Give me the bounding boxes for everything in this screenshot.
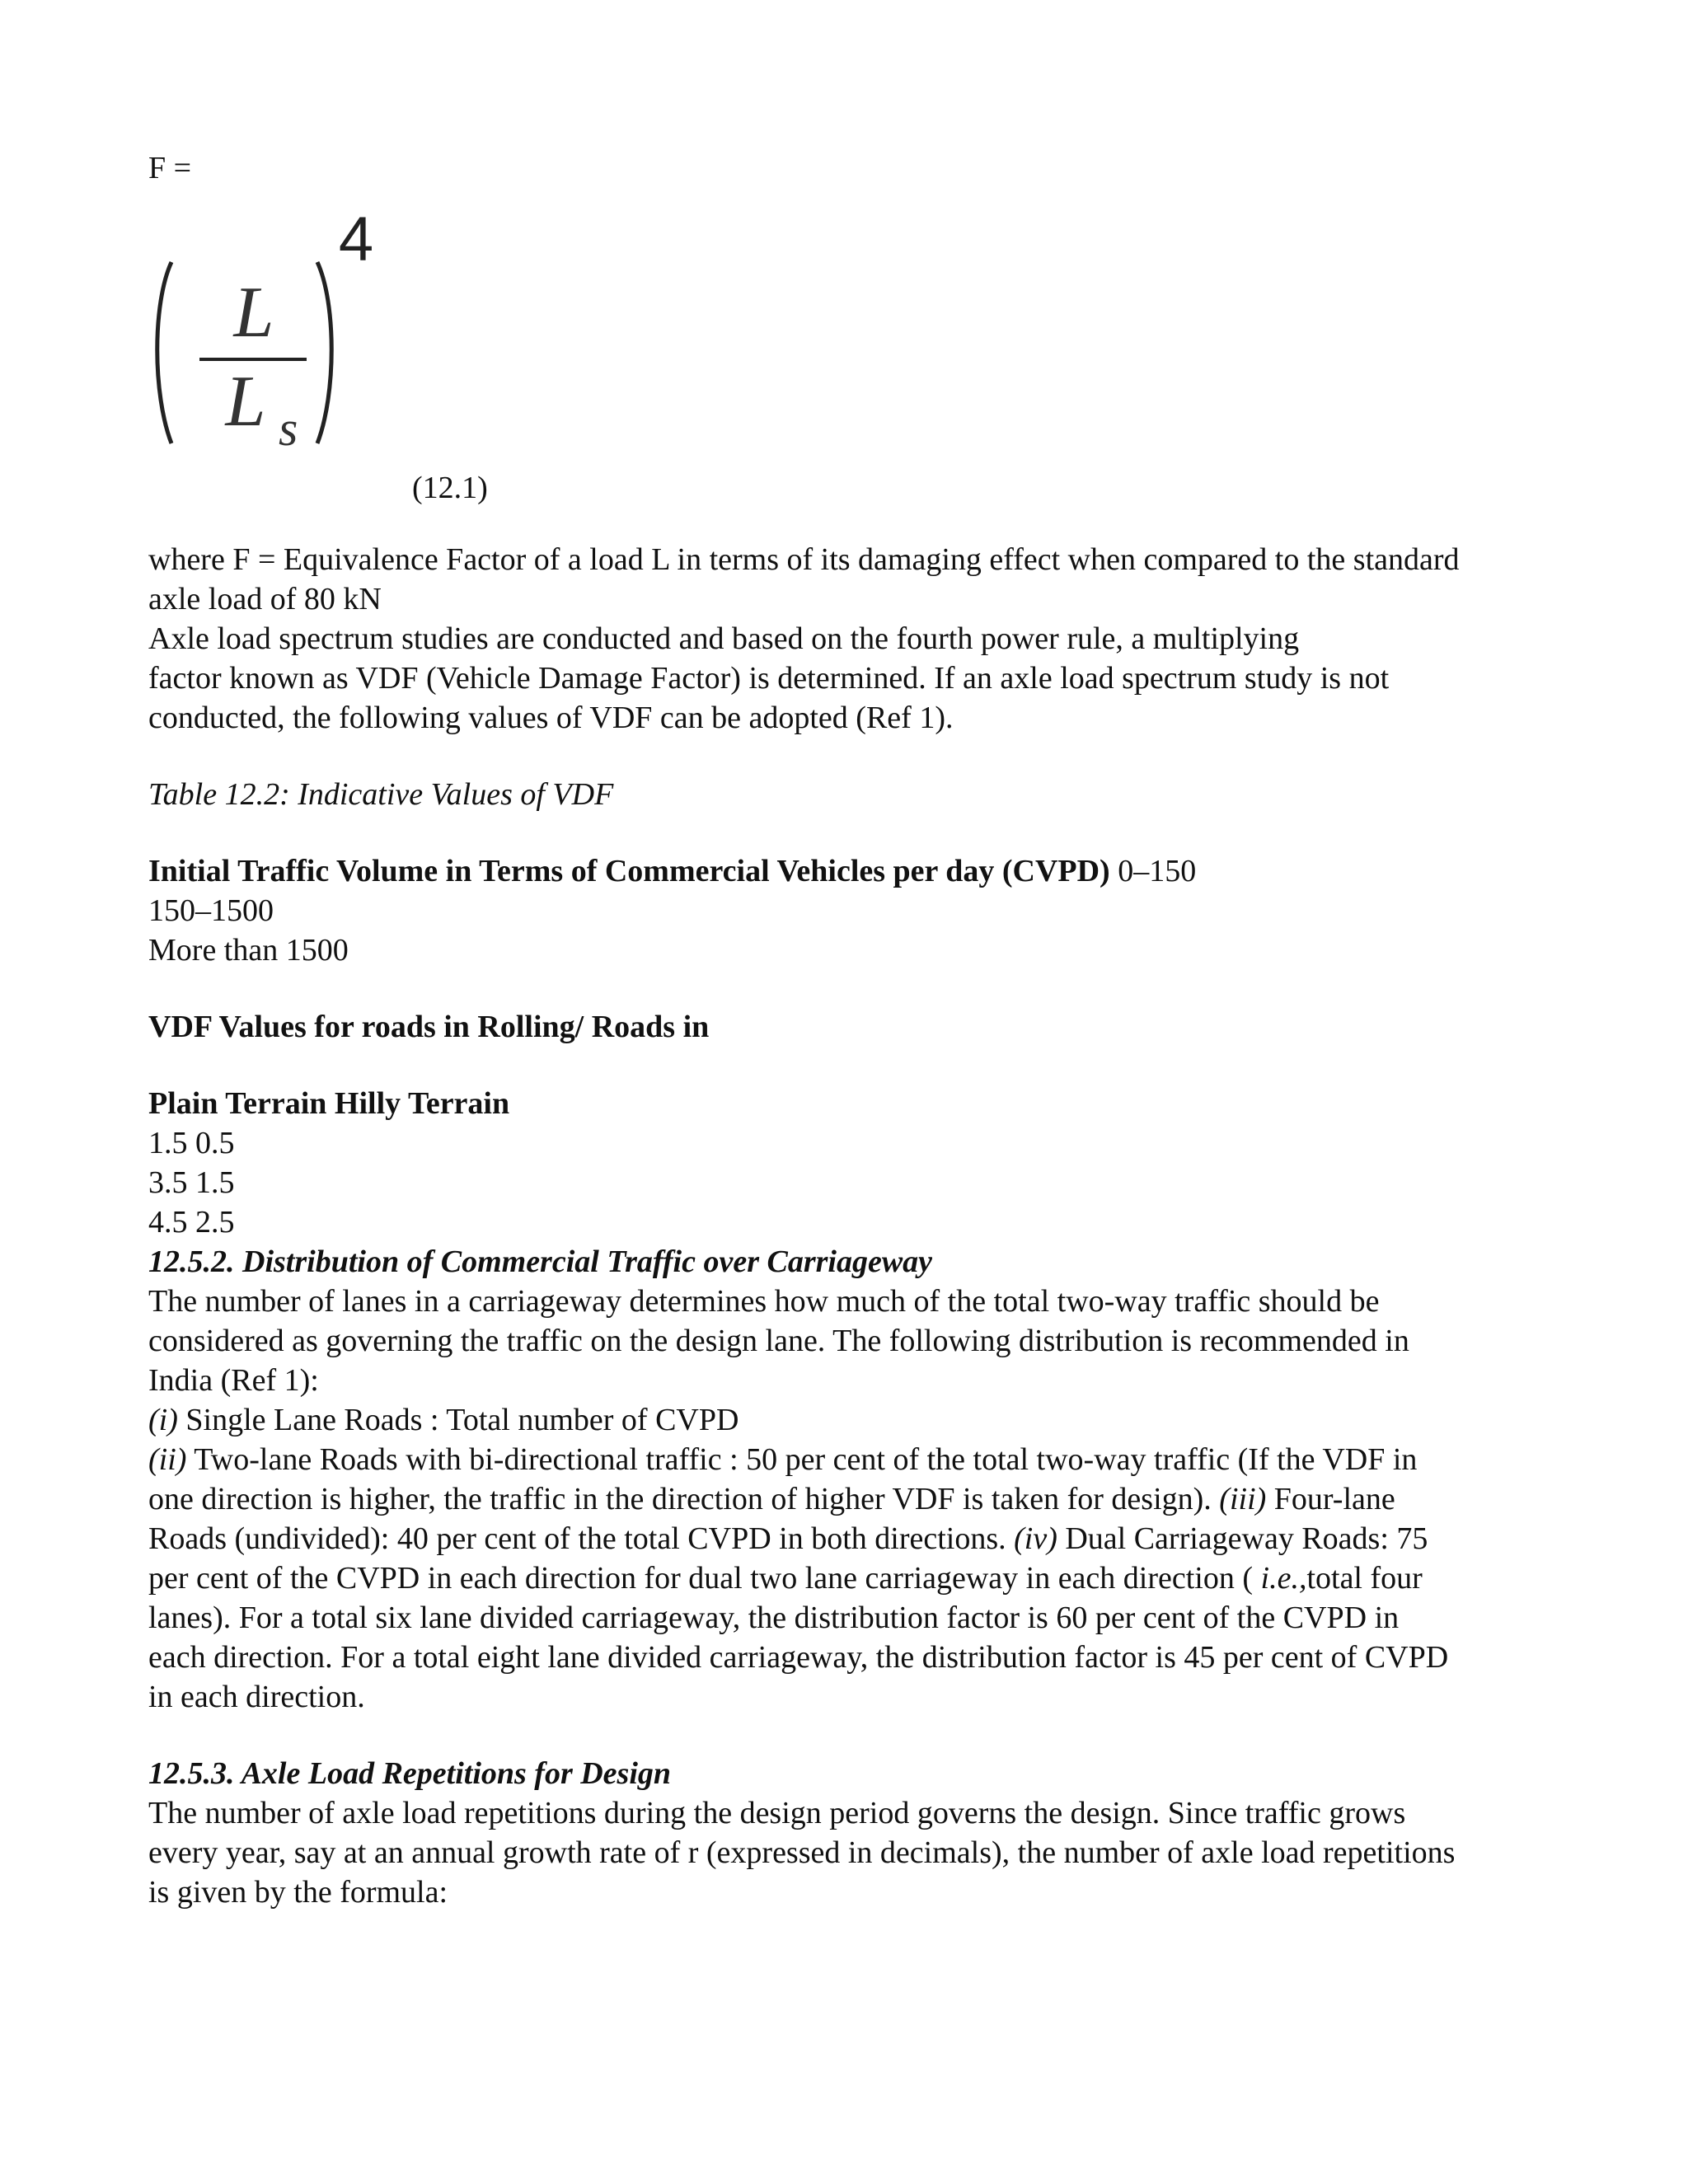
section-1252-heading: 12.5.2. Distribution of Commercial Traffic over Carriageway <box>148 1244 933 1279</box>
para1-line-2: axle load of 80 kN <box>148 582 382 616</box>
table-col1-header: Initial Traffic Volume in Terms of Commercial Vehicles per day (CVPD) <box>148 854 1110 888</box>
line-7-text-b: Dual Carriageway Roads: 75 <box>1057 1521 1428 1556</box>
item-i-text: Single Lane Roads : Total number of CVPD <box>177 1403 739 1437</box>
table-col1-row-3: More than 1500 <box>148 933 349 968</box>
item-iv-label: (iv) <box>1014 1521 1057 1556</box>
table-value-row-1: 1.5 0.5 <box>148 1126 235 1160</box>
table-caption: Table 12.2: Indicative Values of VDF <box>148 777 614 812</box>
right-parenthesis <box>317 262 331 443</box>
para1-line-5: conducted, the following values of VDF can be adopted (Ref 1). <box>148 701 954 735</box>
section-1252-line-6 <box>148 1479 1395 1519</box>
item-i-label: (i) <box>148 1403 178 1437</box>
section-1252-line-11: in each direction. <box>148 1680 365 1714</box>
para1-line-1: where F = Equivalence Factor of a load L in terms of its damaging effect when compared to the standard <box>148 542 1460 577</box>
table-col1-row-2: 150–1500 <box>148 893 274 928</box>
formula-lhs: F = <box>148 151 192 185</box>
formula-exponent: 4 <box>338 204 374 274</box>
section-1253-heading: 12.5.3. Axle Load Repetitions for Design <box>148 1756 672 1791</box>
equation-number: (12.1) <box>412 471 488 505</box>
ie-label: i.e., <box>1260 1561 1307 1596</box>
section-1252-item-i <box>148 1400 738 1440</box>
section-1252-line-2: considered as governing the traffic on the design lane. The following distribution is recommended in <box>148 1324 1409 1358</box>
section-1252-line-1: The number of lanes in a carriageway determines how much of the total two-way traffic should be <box>148 1284 1380 1319</box>
section-1252-line-8 <box>148 1558 1423 1598</box>
table-col2-header-line-1: VDF Values for roads in Rolling/ Roads in <box>148 1010 710 1044</box>
line-6-text-a: one direction is higher, the traffic in the direction of higher VDF is taken for design). <box>148 1482 1220 1516</box>
formula-numerator: L <box>233 273 274 353</box>
section-1253-line-2: every year, say at an annual growth rate of r (expressed in decimals), the number of axle load repetitions <box>148 1835 1456 1870</box>
formula-denominator-subscript: s <box>279 401 298 456</box>
line-8-text-b: total four <box>1306 1561 1423 1596</box>
line-7-text-a: Roads (undivided): 40 per cent of the total CVPD in both directions. <box>148 1521 1015 1556</box>
para1-line-3: Axle load spectrum studies are conducted and based on the fourth power rule, a multiplying <box>148 621 1300 656</box>
section-1253-line-3: is given by the formula: <box>148 1875 448 1910</box>
table-col1-header-row <box>148 851 1196 891</box>
line-6-text-b: Four-lane <box>1266 1482 1395 1516</box>
section-1252-line-10: each direction. For a total eight lane divided carriageway, the distribution factor is 45 per cent of CVPD <box>148 1640 1449 1675</box>
item-iii-label: (iii) <box>1219 1482 1267 1516</box>
formula-12-1 <box>148 204 420 489</box>
item-ii-text: Two-lane Roads with bi-directional traffic : 50 per cent of the total two-way traffic (If the VDF in <box>186 1442 1418 1477</box>
section-1252-item-ii <box>148 1440 1417 1479</box>
section-1253-line-1: The number of axle load repetitions during the design period governs the design. Since traffic grows <box>148 1796 1406 1830</box>
formula-denominator: L <box>225 362 266 442</box>
para1-line-4: factor known as VDF (Vehicle Damage Factor) is determined. If an axle load spectrum study is not <box>148 661 1390 696</box>
line-8-text-a: per cent of the CVPD in each direction for dual two lane carriageway in each direction ( <box>148 1561 1261 1596</box>
table-col2-header-line-2: Plain Terrain Hilly Terrain <box>148 1086 510 1121</box>
section-1252-line-9: lanes). For a total six lane divided carriageway, the distribution factor is 60 per cent of the CVPD in <box>148 1601 1400 1635</box>
table-value-row-2: 3.5 1.5 <box>148 1165 235 1200</box>
item-ii-label: (ii) <box>148 1442 187 1477</box>
section-1252-line-3: India (Ref 1): <box>148 1363 319 1398</box>
table-value-row-3: 4.5 2.5 <box>148 1205 235 1240</box>
section-1252-line-7 <box>148 1519 1428 1558</box>
table-col1-row-1: 0–150 <box>1118 854 1197 888</box>
left-parenthesis <box>157 262 171 443</box>
